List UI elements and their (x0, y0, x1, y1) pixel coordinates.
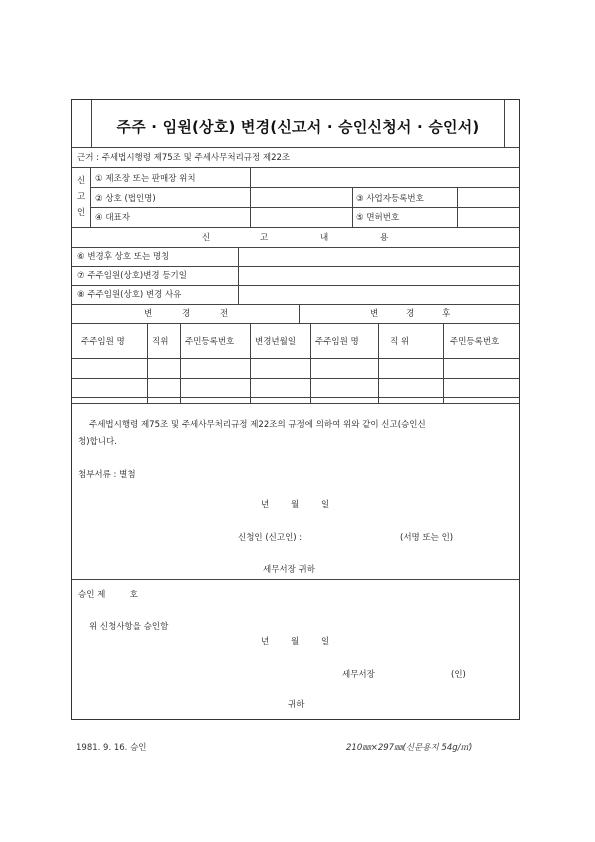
basis-text: 근거 : 주세법시행령 제75조 및 주세사무처리규정 제22조 (77, 153, 291, 163)
before-h1: 변 (144, 309, 153, 319)
applicant-side-1: 신 (77, 176, 86, 186)
col-id-before: 주민등록번호 (185, 337, 235, 347)
divider (250, 323, 251, 403)
applicant-side-3: 인 (77, 208, 86, 218)
divider (90, 207, 519, 208)
applicant-side-2: 고 (77, 192, 86, 202)
divider (90, 167, 91, 227)
sign-note: (서명 또는 인) (400, 533, 454, 543)
col-name-before: 주주임원 명 (81, 337, 125, 347)
divider (378, 323, 379, 403)
col-name-after: 주주임원 명 (315, 337, 359, 347)
form-title: 주주 · 임원(상호) 변경(신고서 · 승인신청서 · 승인서) (116, 118, 480, 136)
to-office: 세무서장 귀하 (263, 565, 315, 575)
divider (250, 167, 251, 227)
field-bizno: ③ 사업자등록번호 (356, 194, 424, 204)
table-row (72, 397, 519, 398)
divider (72, 323, 519, 324)
table-row (72, 358, 519, 359)
statement-line-2: 청)합니다. (78, 437, 117, 447)
table-row (72, 378, 519, 379)
divider (72, 579, 519, 580)
col-change-date: 변경년월일 (255, 337, 297, 347)
after-h3: 후 (442, 309, 451, 319)
approval-date-year: 년 (261, 637, 270, 647)
divider (72, 247, 519, 248)
approval-number: 승인 제 호 (78, 590, 138, 600)
report-h3: 내 (320, 233, 329, 243)
divider (72, 266, 519, 267)
approval-date-month: 월 (291, 637, 300, 647)
field-reg-date: ⑦ 주주임원(상호)변경 등기일 (77, 271, 187, 281)
applicant-sign-label: 신청인 (신고인) : (238, 533, 303, 543)
col-position-after: 직 위 (390, 337, 410, 347)
divider (299, 304, 300, 323)
col-id-after: 주민등록번호 (450, 337, 500, 347)
divider (238, 247, 239, 304)
approval-text: 위 신청사항을 승인함 (89, 622, 169, 632)
form-frame (71, 99, 520, 720)
divider (72, 285, 519, 286)
table-row (72, 403, 519, 404)
report-h4: 용 (380, 233, 389, 243)
field-rep: ④ 대표자 (95, 213, 130, 223)
date-month: 월 (291, 500, 300, 510)
attachment-text: 첨부서류 : 별첨 (78, 470, 136, 480)
divider (72, 147, 519, 148)
divider (72, 227, 519, 228)
title-box (91, 100, 505, 147)
field-new-name: ⑥ 변경후 상호 또는 명칭 (77, 252, 170, 262)
divider (72, 304, 519, 305)
before-h2: 경 (182, 309, 191, 319)
field-license: ⑤ 면허번호 (356, 213, 400, 223)
statement-line-1: 주세법시행령 제75조 및 주세사무처리규정 제22조의 규정에 의하여 위와 같이 신고(승인신 (89, 420, 426, 430)
divider (443, 323, 444, 403)
to-label: 귀하 (288, 700, 305, 710)
divider (72, 167, 519, 168)
divider (310, 323, 311, 403)
approval-date-day: 일 (321, 637, 330, 647)
office-chief: 세무서장 (342, 670, 375, 680)
divider (90, 187, 519, 188)
date-year: 년 (261, 500, 270, 510)
divider (147, 323, 148, 403)
after-h1: 변 (370, 309, 379, 319)
field-reason: ⑧ 주주임원(상호) 변경 사유 (77, 290, 182, 300)
footer-approval: 1981. 9. 16. 승인 (76, 743, 147, 753)
field-company: ② 상호 (법인명) (95, 194, 156, 204)
report-h1: 신 (202, 233, 211, 243)
date-day: 일 (321, 500, 330, 510)
seal-mark: (인) (451, 670, 466, 680)
before-h3: 전 (220, 309, 229, 319)
report-h2: 고 (260, 233, 269, 243)
divider (180, 323, 181, 403)
after-h2: 경 (406, 309, 415, 319)
footer-paper-size: 210㎜×297㎜(신문용지 54g/㎡) (346, 743, 473, 753)
field-location: ① 제조장 또는 판매장 위치 (95, 174, 196, 184)
col-position-before: 직위 (152, 337, 169, 347)
